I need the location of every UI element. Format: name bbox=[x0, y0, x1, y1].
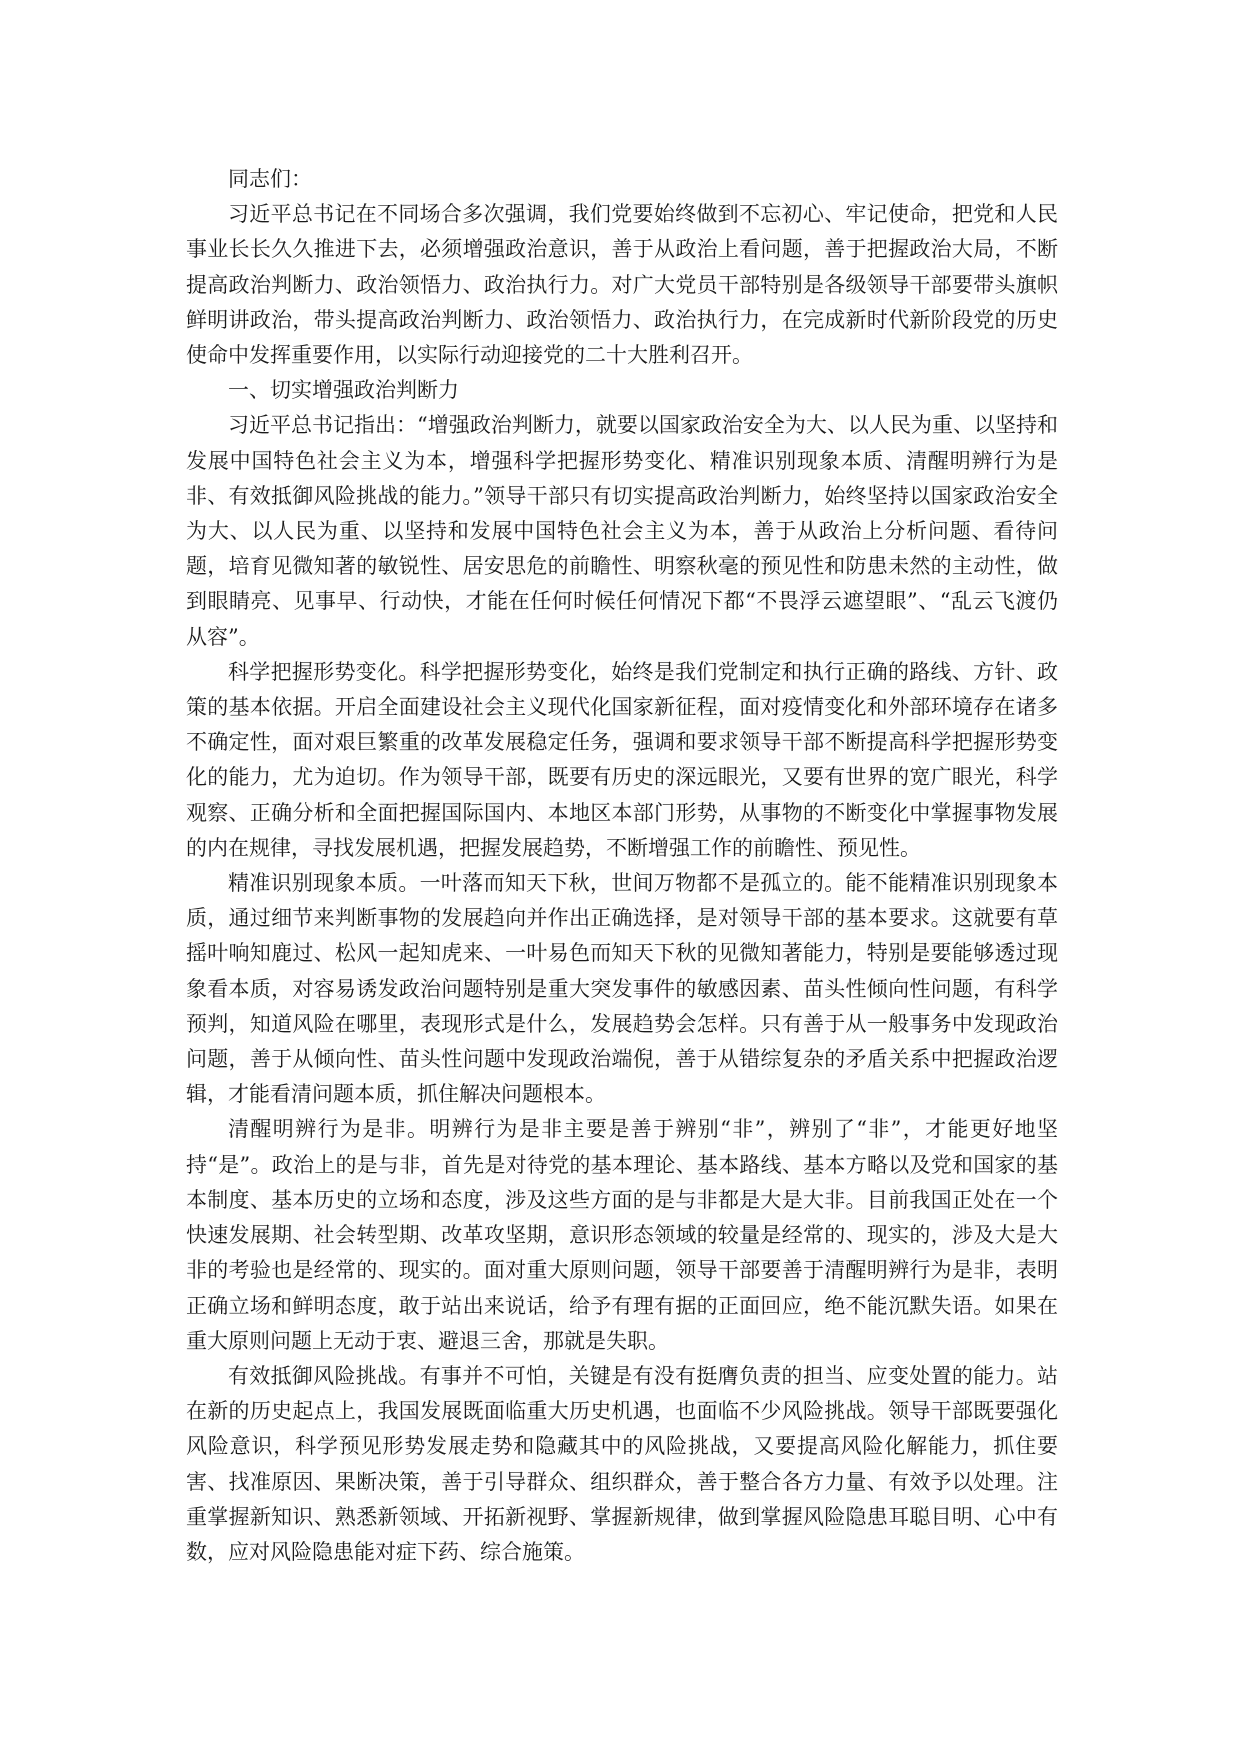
paragraph-essence: 精准识别现象本质。一叶落而知天下秋，世间万物都不是孤立的。能不能精准识别现象本质，通过细节来判断事物的发展趋向并作出正确选择，是对领导干部的基本要求。这就要有草摇叶响知鹿过、松风一起知虎来、一叶易色而知天下秋的见微知著能力，特别是要能够透过现象看本质，对容易诱发政治问题特别是重大突发事件的敏感因素、苗头性倾向性问题，有科学预判，知道风险在哪里，表现形式是什么，发展趋势会怎样。只有善于从一般事务中发现政治问题，善于从倾向性、苗头性问题中发现政治端倪，善于从错综复杂的矛盾关系中把握政治逻辑，才能看清问题本质，抓住解决问题根本。 bbox=[186, 871, 1058, 1107]
document-body bbox=[186, 162, 1058, 1570]
paragraph-quote: 习近平总书记指出：“增强政治判断力，就要以国家政治安全为大、以人民为重、以坚持和发展中国特色社会主义为本，增强科学把握形势变化、精准识别现象本质、清醒明辨行为是非、有效抵御风险挑战的能力。”领导干部只有切实提高政治判断力，始终坚持以国家政治安全为大、以人民为重、以坚持和发展中国特色社会主义为本，善于从政治上分析问题、看待问题，培育见微知著的敏锐性、居安思危的前瞻性、明察秋毫的预见性和防患未然的主动性，做到眼睛亮、见事早、行动快，才能在任何时候任何情况下都“不畏浮云遮望眼”、“乱云飞渡仍从容”。 bbox=[186, 413, 1058, 649]
intro-paragraph: 习近平总书记在不同场合多次强调，我们党要始终做到不忘初心、牢记使命，把党和人民事业长长久久推进下去，必须增强政治意识，善于从政治上看问题，善于把握政治大局，不断提高政治判断力、政治领悟力、政治执行力。对广大党员干部特别是各级领导干部要带头旗帜鲜明讲政治，带头提高政治判断力、政治领悟力、政治执行力，在完成新时代新阶段党的历史使命中发挥重要作用，以实际行动迎接党的二十大胜利召开。 bbox=[186, 202, 1058, 368]
paragraph-situation: 科学把握形势变化。科学把握形势变化，始终是我们党制定和执行正确的路线、方针、政策的基本依据。开启全面建设社会主义现代化国家新征程，面对疫情变化和外部环境存在诸多不确定性，面对艰巨繁重的改革发展稳定任务，强调和要求领导干部不断提高科学把握形势变化的能力，尤为迫切。作为领导干部，既要有历史的深远眼光，又要有世界的宽广眼光，科学观察、正确分析和全面把握国际国内、本地区本部门形势，从事物的不断变化中掌握事物发展的内在规律，寻找发展机遇，把握发展趋势，不断增强工作的前瞻性、预见性。 bbox=[186, 659, 1058, 860]
salutation: 同志们： bbox=[228, 167, 312, 191]
section-heading: 一、切实增强政治判断力 bbox=[228, 378, 459, 403]
paragraph-right-wrong: 清醒明辨行为是非。明辨行为是非主要是善于辨别“非”，辨别了“非”，才能更好地坚持“是”。政治上的是与非，首先是对待党的基本理论、基本路线、基本方略以及党和国家的基本制度、基本历史的立场和态度，涉及这些方面的是与非都是大是大非。目前我国正处在一个快速发展期、社会转型期、改革攻坚期，意识形态领域的较量是经常的、现实的，涉及大是大非的考验也是经常的、现实的。面对重大原则问题，领导干部要善于清醒明辨行为是非，表明正确立场和鲜明态度，敢于站出来说话，给予有理有据的正面回应，绝不能沉默失语。如果在重大原则问题上无动于衷、避退三舍，那就是失职。 bbox=[186, 1117, 1058, 1353]
paragraph-risk: 有效抵御风险挑战。有事并不可怕，关键是有没有挺膺负责的担当、应变处置的能力。站在新的历史起点上，我国发展既面临重大历史机遇，也面临不少风险挑战。领导干部既要强化风险意识，科学预见形势发展走势和隐藏其中的风险挑战，又要提高风险化解能力，抓住要害、找准原因、果断决策，善于引导群众、组织群众，善于整合各方力量、有效予以处理。注重掌握新知识、熟悉新领域、开拓新视野、掌握新规律，做到掌握风险隐患耳聪目明、心中有数，应对风险隐患能对症下药、综合施策。 bbox=[186, 1363, 1058, 1564]
